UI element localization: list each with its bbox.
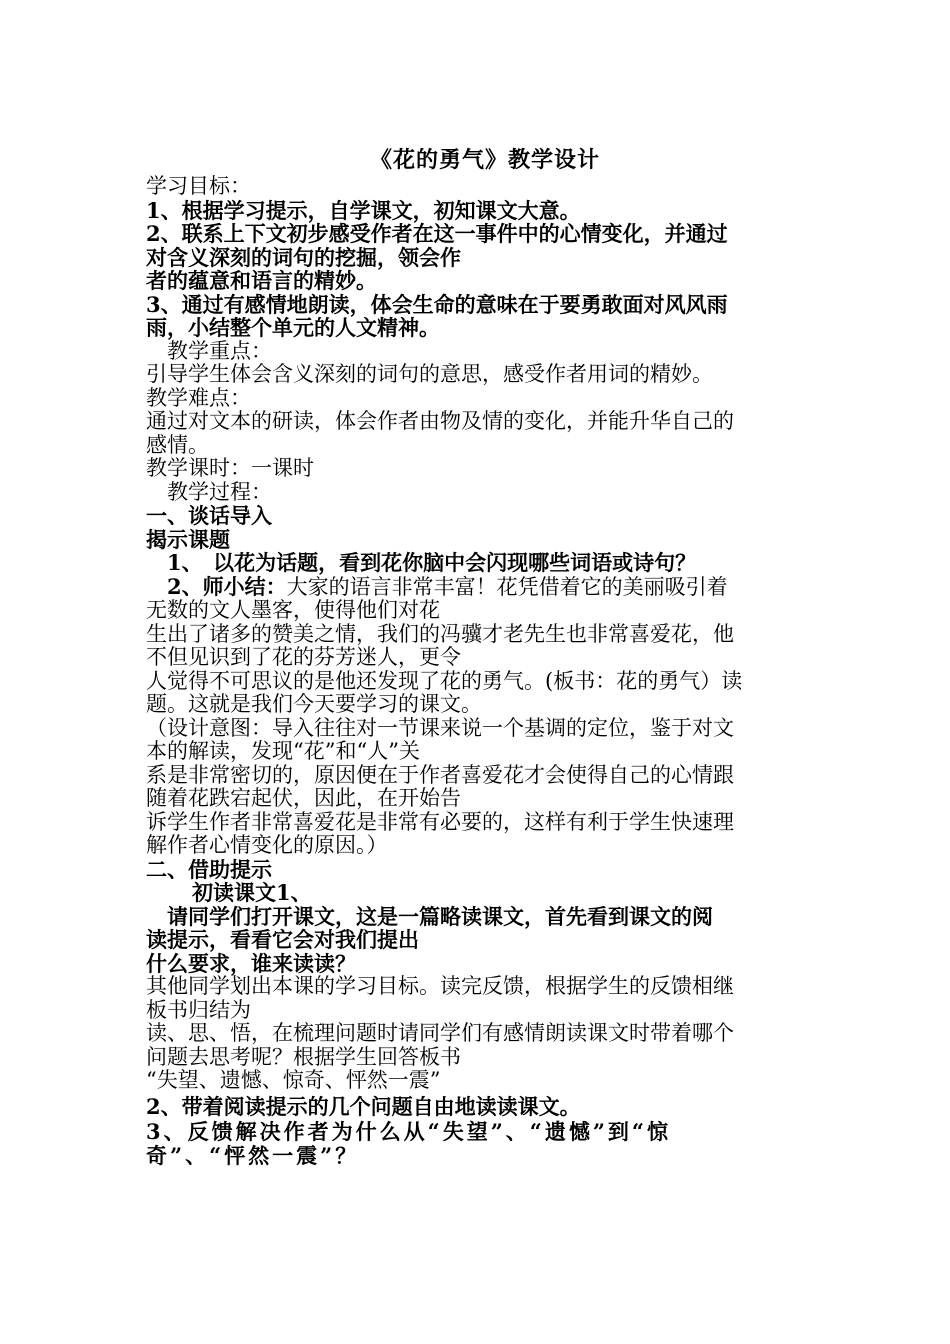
text-line: 3、反馈解决作者为什么从“失望”、“遗憾”到“惊 — [146, 1119, 672, 1144]
text-line: 奇”、“怦然一震”？ — [146, 1142, 360, 1168]
text-line: 通过对文本的研读，体会作者由物及情的变化，并能升华自己的 — [146, 409, 734, 433]
text-line: “失望、遗憾、惊奇、怦然一震” — [146, 1068, 441, 1092]
inline-text: 大家的语言非常丰富！花凭借着它的美丽吸引着 — [286, 574, 728, 599]
document-title: 《花的勇气》教学设计 — [369, 147, 600, 173]
text-line: 人觉得不可思议的是他还发现了花的勇气。(板书：花的勇气）读 — [146, 668, 743, 693]
text-line: 诉学生作者非常喜爱花是非常有必要的，这样有利于学生快速理 — [146, 809, 734, 834]
text-line: 2、联系上下文初步感受作者在这一事件中的心情变化，并通过 — [146, 221, 728, 246]
text-line: 系是非常密切的，原因便在于作者喜爱花才会使得自己的心情跟 — [146, 762, 734, 787]
text-line: 教学难点： — [146, 385, 251, 410]
text-line: 1、 以花为话题，看到花你脑中会闪现哪些词语或诗句？ — [167, 550, 697, 575]
text-line: 请同学们打开课文，这是一篇略读课文，首先看到课文的阅 — [167, 903, 713, 929]
section-heading: 二、借助提示 — [146, 856, 272, 882]
text-line: 解作者心情变化的原因。） — [146, 833, 388, 857]
text-line: 教学重点： — [167, 338, 272, 363]
text-line: 生出了诸多的赞美之情，我们的冯骥才老先生也非常喜爱花，他 — [146, 621, 734, 646]
text-line: 感情。 — [146, 432, 209, 457]
text-line: 无数的文人墨客，使得他们对花 — [146, 598, 440, 622]
inline-bold: 2、师小结： — [167, 573, 287, 599]
text-line: 学习目标： — [146, 174, 251, 198]
text-line: 者的蕴意和语言的精妙。 — [146, 268, 377, 293]
section-heading: 一、谈话导入 — [146, 503, 272, 528]
text-line: （设计意图：导入往往对一节课来说一个基调的定位，鉴于对文 — [146, 715, 734, 740]
text-line: 雨，小结整个单元的人文精神。 — [146, 315, 440, 340]
text-line: 其他同学划出本课的学习目标。读完反馈，根据学生的反馈相继 — [146, 974, 734, 998]
section-heading: 初读课文1、 — [192, 880, 312, 905]
text-line: 对含义深刻的词句的挖掘，领会作 — [146, 244, 461, 270]
text-line: 什么要求，谁来读读？ — [146, 950, 356, 976]
text-line: 不但见识到了花的芬芳迷人，更令 — [146, 645, 461, 669]
text-line: 问题去思考呢？根据学生回答板书 — [146, 1044, 461, 1069]
text-line: 3、通过有感情地朗读，体会生命的意味在于要勇敢面对风风雨 — [146, 291, 728, 317]
text-line: 1、根据学习提示，自学课文，初知课文大意。 — [146, 197, 581, 223]
text-line: 引导学生体会含义深刻的词句的意思，感受作者用词的精妙。 — [146, 362, 713, 386]
text-line — [146, 575, 814, 600]
text-line: 读提示，看看它会对我们提出 — [146, 927, 419, 952]
text-line: 教学过程： — [167, 479, 272, 504]
text-line: 本的解读，发现“花”和“人”关 — [146, 739, 420, 763]
text-line: 题。这就是我们今天要学习的课文。 — [146, 692, 482, 716]
text-line: 板书归结为 — [146, 997, 251, 1022]
text-line: 随着花跌宕起伏，因此，在开始告 — [146, 786, 461, 810]
text-line: 读、思、悟，在梳理问题时请同学们有感情朗读课文时带着哪个 — [146, 1021, 734, 1045]
text-line: 2、带着阅读提示的几个问题自由地读读课文。 — [146, 1093, 581, 1119]
text-line: 教学课时：一课时 — [146, 456, 314, 480]
section-heading: 揭示课题 — [146, 526, 230, 552]
